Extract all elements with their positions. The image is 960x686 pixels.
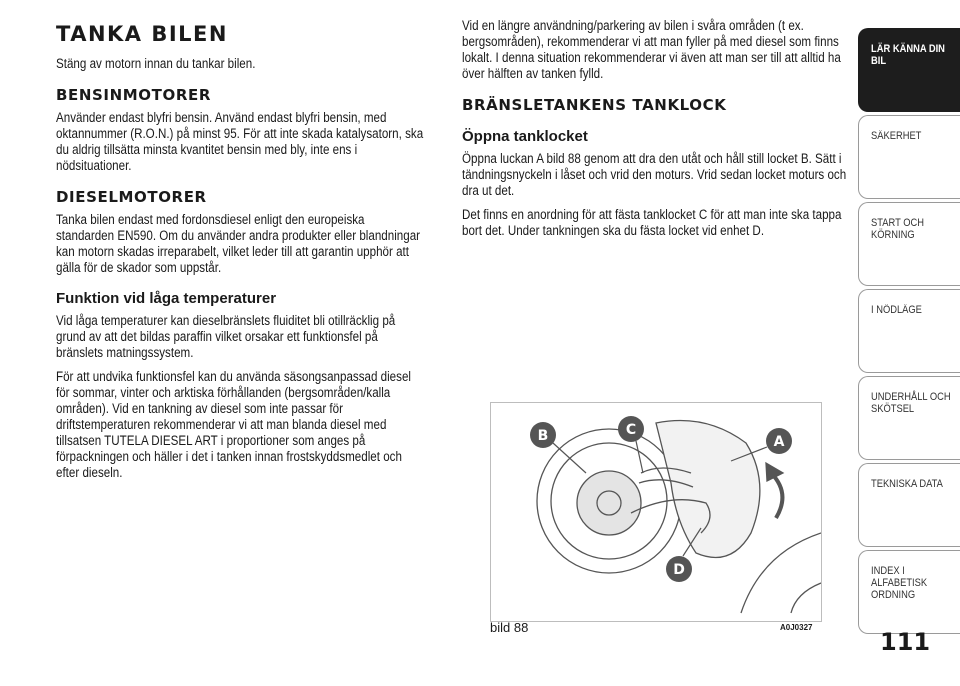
tab-lar-kanna-din-bil[interactable] [858, 28, 960, 112]
svg-text:B: B [537, 428, 549, 444]
tab-underhall-och-skotsel[interactable] [858, 376, 960, 460]
diesel-text: Tanka bilen endast med fordonsdiesel enligt den europeiska standarden EN590. Om du använder andra produkter eller blandningar kan motorn skadas irreparabelt, vilket leder till att garantin upphör att gälla för de skador som uppstår. [56, 212, 421, 275]
fuel-cap-illustration [490, 402, 822, 622]
svg-text:C: C [625, 422, 637, 438]
bensin-heading: BENSINMOTORER [56, 86, 211, 104]
device-text: Det finns en anordning för att fästa tanklocket C för att man inte ska tappa bort det. Under tankningen ska du fästa locket vid enhet D. [462, 207, 842, 238]
tab-label: INDEX I ALFABETISK ORDNING [871, 565, 928, 601]
rotation-arrow [771, 473, 782, 518]
tab-label: UNDERHÅLL OCH SKÖTSEL [871, 391, 951, 415]
intro-text: Stäng av motorn innan du tankar bilen. [56, 56, 256, 71]
tab-label: SÄKERHET [871, 130, 922, 142]
chapter-tabs [858, 28, 960, 637]
lowtemp-text-1: Vid låga temperaturer kan dieselbränslets fluiditet bli otillräcklig på grund av att det bildas paraffin vilket orsakar ett funktionsfel på bränslets matningssystem. [56, 313, 396, 360]
figure-code: A0J0327 [780, 623, 813, 632]
tanklock-heading: BRÄNSLETANKENS TANKLOCK [462, 96, 727, 114]
diesel-heading: DIESELMOTORER [56, 188, 207, 206]
filler-cap [577, 471, 641, 535]
bensin-text: Använder endast blyfri bensin. Använd endast blyfri bensin, med oktannummer (R.O.N.) på minst 95. För att inte skada katalysatorn, ska du aldrig tillsätta minsta kvantitet bensin med bly, inte ens i nödsituationer. [56, 110, 424, 173]
middle-column [462, 18, 852, 247]
section-title: TANKA BILEN [56, 22, 228, 46]
lowtemp-text-2: För att undvika funktionsfel kan du använda säsongsanpassad diesel för sommar, vinter och arktiska förhållanden (bergsområden/kalla områden). Vid en tankning av diesel som inte passar för driftstemperaturen rekommenderar vi att man blanda diesel med tillsatsen TUTELA DIESEL ART i proportioner som anges på förpackningen och häller i det i tanken innan frostskyddsmedlet och efter dieseln. [56, 369, 411, 480]
tab-label: START OCH KÖRNING [871, 217, 924, 241]
label-b [530, 422, 586, 473]
page-number: 111 [880, 628, 931, 656]
figure-caption: bild 88 [490, 620, 529, 635]
tab-sakerhet[interactable] [858, 115, 960, 199]
fuel-cap-drawing [491, 403, 821, 621]
tab-tekniska-data[interactable] [858, 463, 960, 547]
tab-index[interactable] [858, 550, 960, 634]
tab-label: LÄR KÄNNA DIN BIL [871, 43, 945, 67]
left-column [56, 18, 426, 489]
open-heading: Öppna tanklocket [462, 128, 588, 145]
svg-text:D: D [673, 562, 685, 578]
tab-label: I NÖDLÄGE [871, 304, 922, 316]
open-text: Öppna luckan A bild 88 genom att dra den utåt och håll still locket B. Sätt i tändningsnyckeln i låset och vrid den moturs. Vrid sedan locket moturs och dra ut det. [462, 151, 847, 198]
tab-label: TEKNISKA DATA [871, 478, 943, 490]
svg-text:A: A [773, 434, 785, 450]
lowtemp-heading: Funktion vid låga temperaturer [56, 290, 277, 307]
mid-intro-text: Vid en längre användning/parkering av bilen i svåra områden (t ex. bergsområden), rekommenderar vi att man fyller på med diesel som finns lokalt. I denna situation rekommenderar vi även att man ser till att alltid ha över hälften av tanken fylld. [462, 18, 841, 81]
tab-start-och-korning[interactable] [858, 202, 960, 286]
tab-i-nodlage[interactable] [858, 289, 960, 373]
